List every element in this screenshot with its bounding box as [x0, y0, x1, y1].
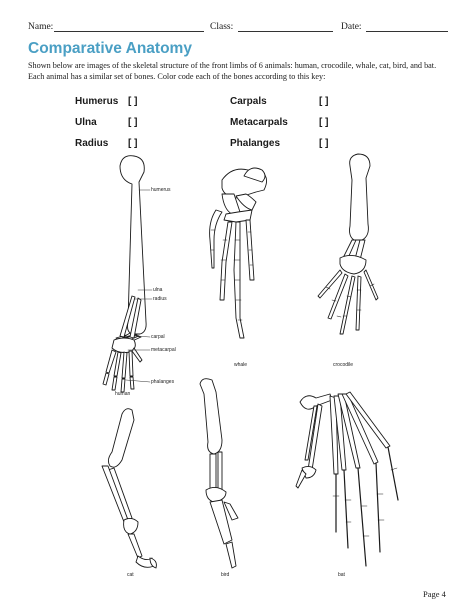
human-carpals [112, 338, 135, 353]
label-metacarpal: metacarpal [151, 347, 176, 353]
human-metacarpal-3 [122, 352, 127, 378]
label-ulna: ulna [153, 287, 163, 293]
human-limb-drawing [103, 156, 146, 392]
key-bracket-ulna[interactable]: [ ] [128, 117, 138, 128]
human-humerus [120, 156, 146, 334]
bird-ulna [210, 454, 216, 490]
animal-label-whale: whale [234, 362, 248, 368]
key-bracket-carpals[interactable]: [ ] [319, 96, 329, 107]
name-label: Name: [28, 22, 54, 32]
bird-limb-drawing [200, 379, 238, 568]
human-metacarpal-4 [129, 351, 133, 376]
key-label-humerus: Humerus [75, 96, 119, 107]
human-phalanx-4 [130, 377, 134, 389]
bat-phalanx-3 [358, 468, 366, 566]
animal-label-bird: bird [221, 572, 230, 578]
cat-carpals [124, 518, 138, 534]
label-radius: radius [153, 296, 167, 302]
croc-carpals [340, 255, 366, 274]
human-phalanx-1 [103, 373, 109, 385]
key-bracket-radius[interactable]: [ ] [128, 138, 138, 149]
cat-humerus [108, 409, 134, 467]
animal-label-crocodile: crocodile [333, 362, 354, 368]
bird-humerus [200, 379, 222, 454]
bat-phalanx-4 [376, 463, 380, 552]
whale-limb-drawing [210, 168, 267, 338]
animal-label-cat: cat [127, 572, 134, 578]
key-bracket-humerus[interactable]: [ ] [128, 96, 138, 107]
key-label-carpals: Carpals [230, 96, 267, 107]
human-phalanx-2 [112, 377, 117, 390]
label-humerus: humerus [151, 187, 171, 193]
key-label-ulna: Ulna [75, 117, 97, 128]
bat-phalanx-5 [388, 447, 398, 500]
animal-label-bat: bat [338, 572, 345, 578]
key-bracket-metacarpals[interactable]: [ ] [319, 117, 329, 128]
key-label-radius: Radius [75, 138, 109, 149]
key-label-phalanges: Phalanges [230, 138, 281, 149]
animal-label-human: human [115, 391, 131, 397]
page-number: Page 4 [423, 589, 446, 599]
croc-digit-5 [364, 270, 378, 300]
page-title: Comparative Anatomy [28, 40, 192, 57]
bat-phalanx-2 [344, 470, 348, 548]
cat-metacarpals [128, 534, 142, 558]
intro-text: Shown below are images of the skeletal structure of the front limbs of 6 animals: human, crocodile, whale, cat, bird, and bat. Each animal has a similar set of bones. Color code each of the bones according to this key: [28, 61, 437, 81]
human-metacarpal-1 [106, 350, 116, 373]
bird-carpals [206, 487, 226, 502]
label-carpal: carpal [151, 334, 165, 340]
key-bracket-phalanges[interactable]: [ ] [319, 138, 329, 149]
label-phalanges: phalanges [151, 379, 175, 385]
key-label-metacarpals: Metacarpals [230, 117, 288, 128]
croc-digit-4 [356, 276, 361, 330]
croc-humerus [350, 154, 371, 240]
crocodile-limb-drawing [318, 154, 378, 334]
whale-digit-1 [210, 210, 222, 268]
bat-thumb [296, 470, 306, 488]
whale-digit-2 [220, 222, 232, 300]
class-label: Class: [210, 22, 234, 32]
bird-phalanges [226, 542, 236, 568]
date-label: Date: [341, 22, 362, 32]
bird-radius [218, 452, 222, 490]
cat-limb-drawing [102, 409, 156, 568]
